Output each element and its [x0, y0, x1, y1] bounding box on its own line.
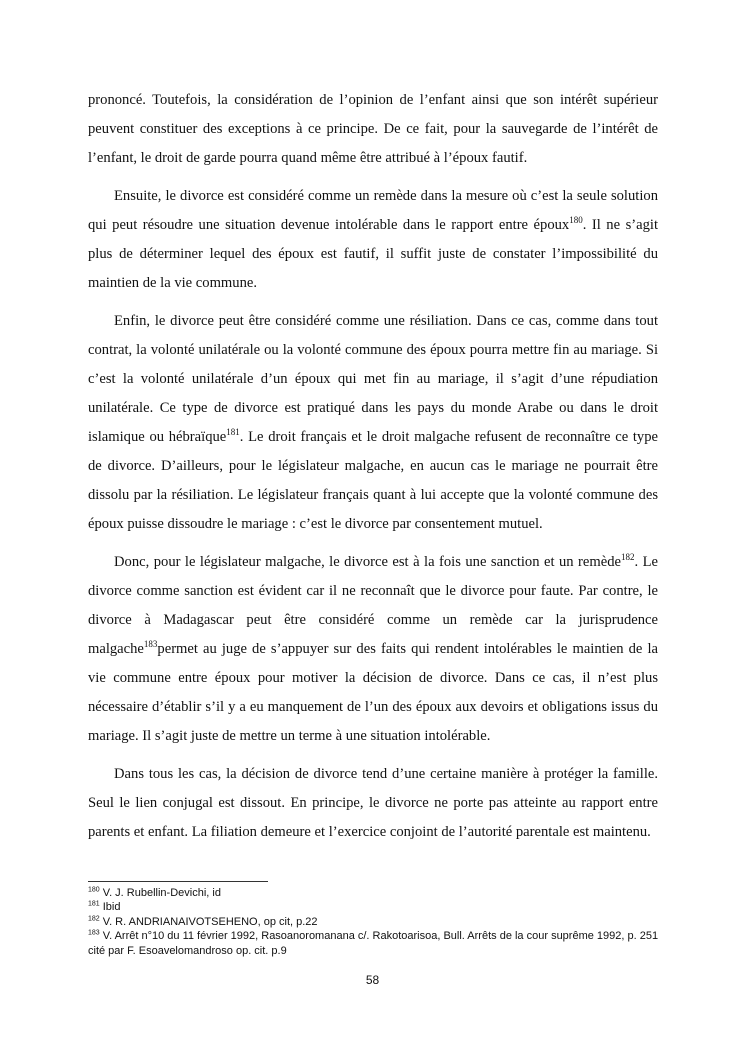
footnote	[88, 929, 668, 958]
footnote-reference: 183	[143, 639, 158, 650]
paragraph	[88, 307, 658, 539]
footnote-reference: 181	[226, 427, 240, 438]
footnote-reference: 180	[569, 215, 583, 226]
footnote-number: 182	[88, 915, 100, 923]
paragraph	[88, 548, 658, 751]
paragraph-text: Dans tous les cas, la décision de divorce tend d’une certaine manière à protéger la famille. Seul le lien conjugal est dissout. En principe, le divorce ne porte pas atteinte au rapport entre parents et enfant. La filiation demeure et l’exercice conjoint de l’autorité parentale est maintenu.	[88, 766, 658, 840]
footnote-text: V. J. Rubellin-Devichi, id	[99, 887, 221, 899]
paragraph	[88, 182, 658, 298]
paragraph-text: . Le divorce comme sanction est évident car il ne reconnaît que le divorce pour faute. Par contre, le divorce à Madagascar peut être considéré comme un remède car la jurisprudence malgache	[88, 554, 658, 657]
footnote-text: V. Arrêt n°10 du 11 février 1992, Rasoanoromanana c/. Rakotoarisoa, Bull. Arrêts de la cour suprême 1992, p. 251 cité par F. Esoavelomandroso op. cit. p.9	[88, 930, 659, 957]
footnote-separator	[88, 881, 268, 882]
paragraph-text: permet au juge de s’appuyer sur des faits qui rendent intolérables le maintien de la vie commune entre époux pour motiver la décision de divorce. Dans ce cas, il n’est plus nécessaire d’établir s’il y a eu manquement de l’un des époux aux devoirs et obligations issus du mariage. Il s’agit juste de mettre un terme à une situation intolérable.	[88, 641, 658, 744]
paragraph-text: Donc, pour le législateur malgache, le divorce est à la fois une sanction et un remède	[114, 554, 621, 570]
footnotes	[88, 886, 668, 958]
paragraph-text: Enfin, le divorce peut être considéré comme une résiliation. Dans ce cas, comme dans tout contrat, la volonté unilatérale ou la volonté commune des époux pourra mettre fin au mariage. Si c’est la volonté unilatérale d’un époux qui met fin au mariage, il s’agit d’une répudiation unilatérale. Ce type de divorce est pratiqué dans les pays du monde Arabe ou dans le droit islamique ou hébraïque	[88, 313, 658, 445]
page-number: 58	[365, 973, 380, 987]
footnote-number: 183	[88, 929, 100, 937]
paragraph-text: prononcé. Toutefois, la considération de l’opinion de l’enfant ainsi que son intérêt supérieur peuvent constituer des exceptions à ce principe. De ce fait, pour la sauvegarde de l’intérêt de l’enfant, le droit de garde pourra quand même être attribué à l’époux fautif.	[88, 92, 658, 166]
footnote	[88, 915, 668, 929]
footnote-text: V. R. ANDRIANAIVOTSEHENO, op cit, p.22	[99, 915, 318, 928]
paragraph	[88, 760, 658, 847]
paragraph-text: . Le droit français et le droit malgache refusent de reconnaître ce type de divorce. D’ailleurs, pour le législateur malgache, en aucun cas le mariage ne pourrait être dissolu par la résiliation. Le législateur français quant à lui accepte que la volonté commune des époux puisse dissoudre le mariage : c’est le divorce par consentement mutuel.	[88, 429, 659, 532]
footnote	[88, 886, 668, 900]
footnote-number: 181	[88, 900, 100, 908]
body-text	[88, 86, 658, 856]
footnote	[88, 900, 668, 914]
paragraph-text: . Il ne s’agit plus de déterminer lequel des époux est fautif, il suffit juste de constater l’impossibilité du maintien de la vie commune.	[88, 217, 658, 291]
footnote-reference: 182	[620, 552, 635, 563]
paragraph-text: Ensuite, le divorce est considéré comme un remède dans la mesure où c’est la seule solution qui peut résoudre une situation devenue intolérable dans le rapport entre époux	[88, 188, 658, 233]
footnote-number: 180	[88, 886, 100, 894]
footnote-text: Ibid	[99, 901, 121, 914]
paragraph	[88, 86, 658, 173]
